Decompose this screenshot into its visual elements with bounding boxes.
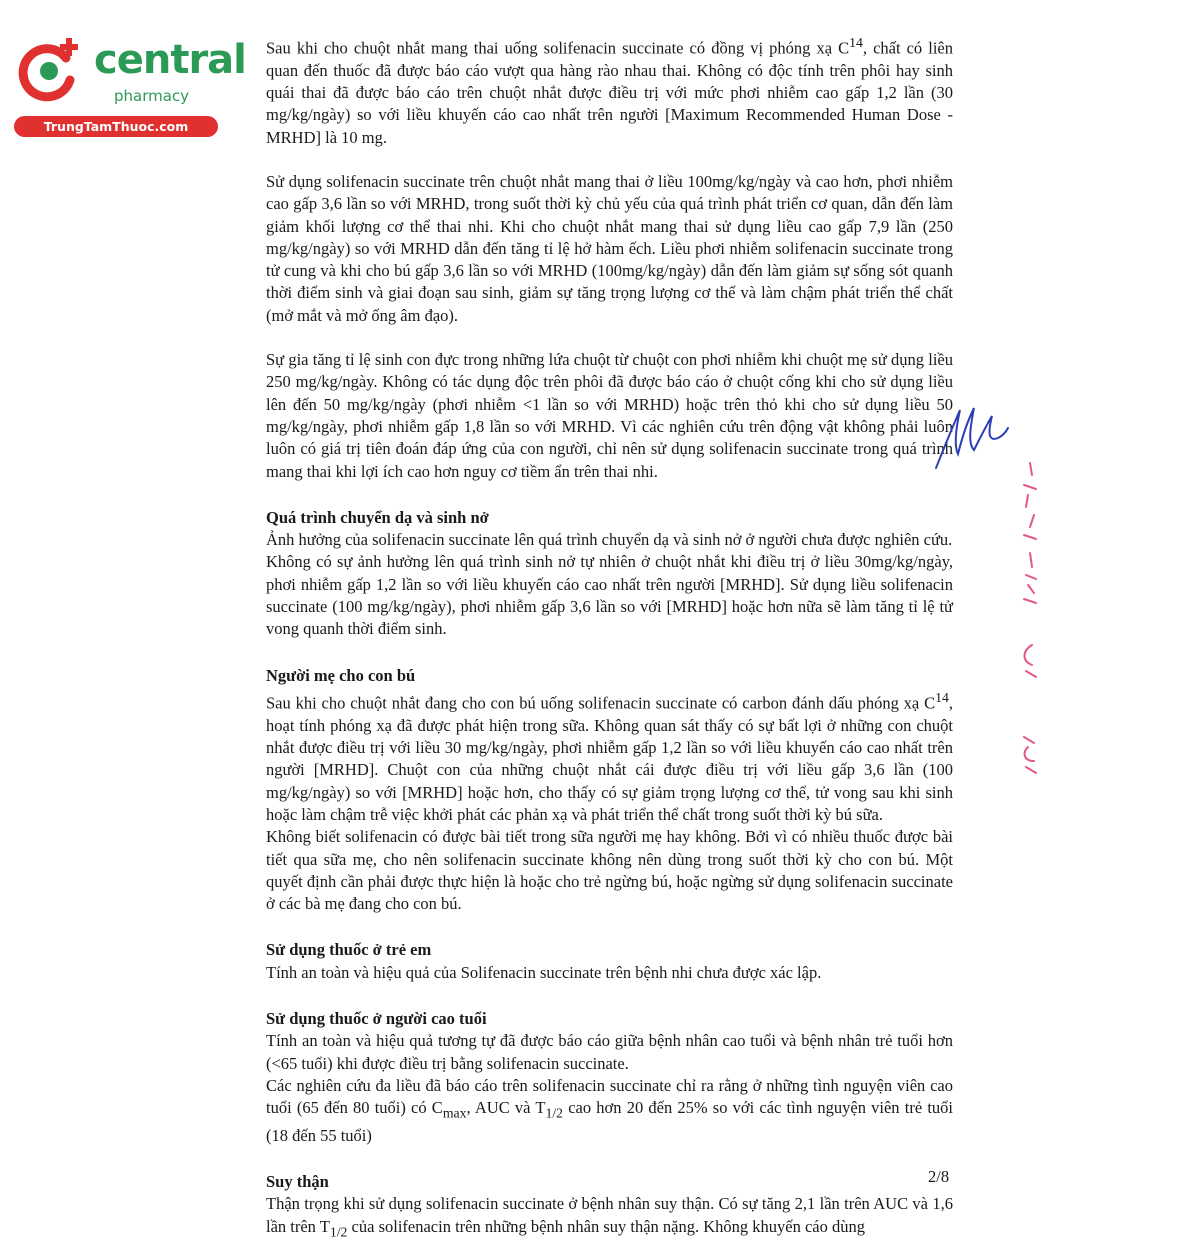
logo-website-badge: TrungTamThuoc.com [14,116,218,137]
paragraph-male-offspring: Sự gia tăng tỉ lệ sinh con đực trong những lứa chuột từ chuột con phơi nhiễm khi chuột mẹ sử dụng liều 250 mg/kg/ngày. Không có tác dụng độc trên phôi đã được báo cáo ở chuột cống khi cho sử dụng liều lên đến 50 mg/kg/ngày (phơi nhiễm <1 lần so với MRHD) hoặc trên thỏ khi cho sử dụng liều 50 mg/kg/ngày, phơi nhiễm gấp 1,8 lần so với MRHD. Vì các nghiên cứu trên động vật không phải luôn luôn có giá trị tiên đoán đáp ứng của con người, chỉ nên sử dụng solifenacin succinate trong quá trình mang thai khi lợi ích cao hơn nguy cơ tiềm ẩn trên thai nhi. [266,350,953,481]
paragraph-placental-transfer: Sau khi cho chuột nhắt mang thai uống solifenacin succinate có đồng vị phóng xạ $C^{14}$, chất có liên quan đến thuốc đã được báo cáo vượt qua hàng rào nhau thai. Không có độc tính trên phôi hay sinh quái thai đã được báo cáo trên chuột nhắt được điều trị với mức phơi nhiễm cao gấp 1,2 lần (30 mg/kg/ngày) so với liều khuyến cáo cao nhất trên người [Maximum Recommended Human Dose - MRHD] là 10 mg. [266,35,953,147]
heading-pediatric-use: Sử dụng thuốc ở trẻ em [266,940,432,960]
handwritten-signature [930,398,1010,478]
paragraph-geriatric-2: Các nghiên cứu đa liều đã báo cáo trên solifenacin succinate chỉ ra rằng ở những tình nguyện viên cao tuổi (65 đến 80 tuổi) có $C_{max}$, AUC và $T_{1/2}$ cao hơn 20 đến 25% so với các tình nguyện viên trẻ tuổi (18 đến 55 tuổi) [266,1075,953,1145]
logo-subtitle: pharmacy [114,87,190,105]
heading-nursing-mothers: Người mẹ cho con bú [266,665,416,685]
heading-geriatric-use: Sử dụng thuốc ở người cao tuổi [266,1008,487,1028]
paragraph-nursing-2: Không biết solifenacin có được bài tiết trong sữa người mẹ hay không. Bởi vì có nhiều thuốc được bài tiết qua sữa mẹ, cho nên solifenacin succinate không nên dùng trong suốt thời kỳ cho con bú. Một quyết định cần phải được thực hiện là hoặc cho trẻ ngừng bú, hoặc ngừng sử dụng solifenacin succinate ở các bà mẹ đang cho con bú. [266,827,953,914]
page-number: 2/8 [928,1167,950,1186]
heading-labor-delivery: Quá trình chuyển dạ và sinh nở [266,507,489,527]
paragraph-labor-1: Ảnh hưởng của solifenacin succinate lên quá trình chuyển dạ và sinh nở ở người chưa được nghiên cứu. [266,530,953,550]
paragraph-nursing-1: Sau khi cho chuột nhắt đang cho con bú uống solifenacin succinate có carbon đánh dấu phóng xạ $C^{14}$, hoạt tính phóng xạ đã được phát hiện trong sữa. Không quan sát thấy có sự bất lợi ở những con chuột nhắt được điều trị với liều 30 mg/kg/ngày, phơi nhiễm gấp 1,2 lần so với liều khuyến cáo cao nhất trên người [MRHD]. Chuột con của những chuột nhắt cái được điều trị với liều gấp 3,6 lần (100 mg/kg/ngày) so với [MRHD] hoặc hơn, cho thấy có sự giảm trọng lượng cơ thể, tử vong sau khi sinh hoặc làm chậm trễ việc khởi phát các phản xạ và phát triển thể chất trong suốt thời kỳ bú sữa. [266,689,953,824]
red-stamp-marks [1010,455,1050,785]
paragraph-geriatric-1: Tính an toàn và hiệu quả tương tự đã được báo cáo giữa bệnh nhân cao tuổi và bệnh nhân trẻ tuổi hơn (<65 tuổi) khi được điều trị bằng solifenacin succinate. [266,1031,953,1073]
paragraph-labor-2: Không có sự ảnh hưởng lên quá trình sinh nở tự nhiên ở chuột nhắt khi điều trị ở liều 30mg/kg/ngày, phơi nhiễm gấp 1,2 lần so với liều khuyến cáo cao nhất trên người [MRHD]. Sử dụng liều solifenacin succinate (100 mg/kg/ngày), phơi nhiễm gấp 3,6 lần so với [MRHD] hoặc hơn nữa sẽ làm tăng tỉ lệ tử vong quanh thời điểm sinh. [266,552,953,639]
paragraph-pediatric: Tính an toàn và hiệu quả của Solifenacin succinate trên bệnh nhi chưa được xác lập. [266,962,822,982]
paragraph-pregnant-mice: Sử dụng solifenacin succinate trên chuột nhắt mang thai ở liều 100mg/kg/ngày và cao hơn, phơi nhiễm cao gấp 3,6 lần so với MRHD, trong suốt thời kỳ chủ yếu của quá trình phát triển cơ quan, dẫn đến làm giảm khối lượng cơ thể thai nhi. Khi cho chuột nhắt mang thai sử dụng liều cao gấp 7,9 lần (250 mg/kg/ngày) so với MRHD dẫn đến tăng tỉ lệ hở hàm ếch. Liều phơi nhiễm solifenacin succinate trong tử cung và khi cho bú gấp 3,6 lần so với MRHD (100mg/kg/ngày) dẫn đến làm giảm sự sống sót quanh thời điểm sinh và giai đoạn sau sinh, giảm sự tăng trọng lượng cơ thể và làm chậm phát triển thể chất (mở mắt và mở ống âm đạo). [266,171,953,325]
heading-renal-impairment: Suy thận [266,1172,329,1192]
central-pharmacy-logo-icon [14,36,84,106]
document-body [266,32,953,1243]
logo-brand-name: central [94,37,246,83]
pharmacy-logo [10,28,246,138]
paragraph-renal: Thận trọng khi sử dụng solifenacin succinate ở bệnh nhân suy thận. Có sự tăng 2,1 lần trên AUC và 1,6 lần trên $T_{1/2}$ của solifenacin trên những bệnh nhân suy thận nặng. Không khuyến cáo dùng [266,1194,953,1239]
